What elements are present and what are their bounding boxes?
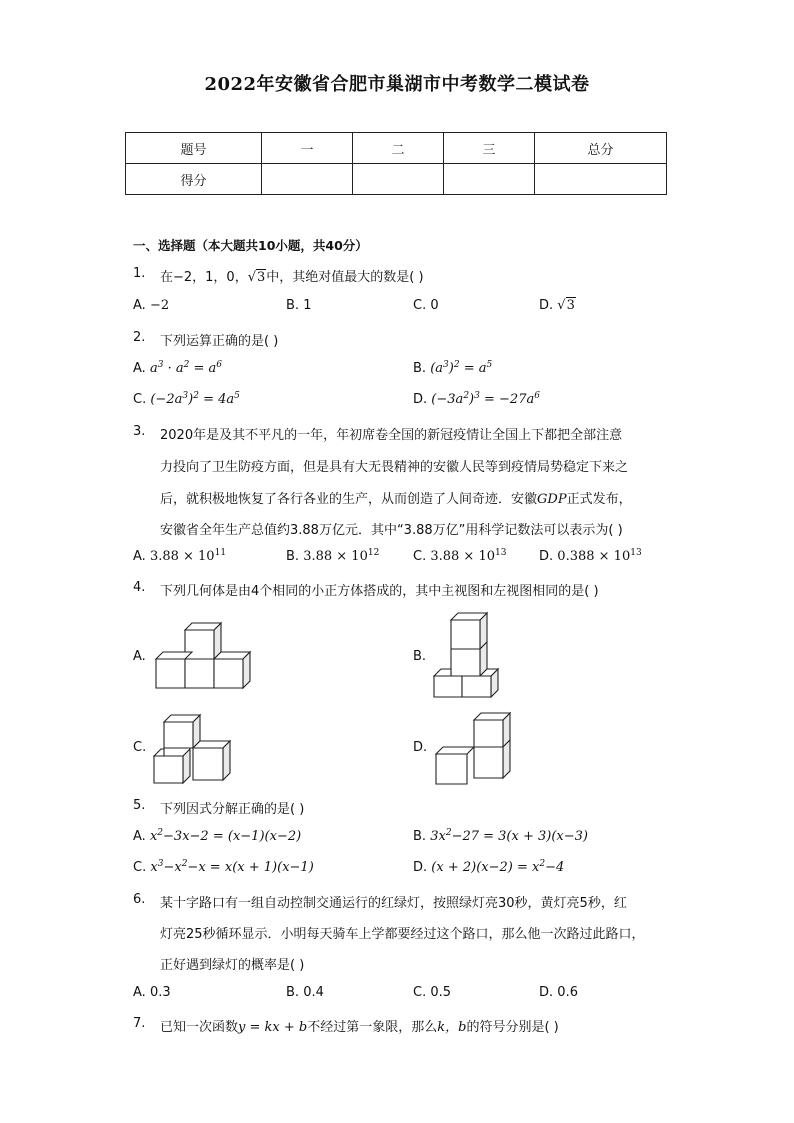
cube-face [183,749,190,783]
option-d[interactable] [539,549,642,564]
option-a[interactable] [133,361,222,376]
option-b-cube-figure[interactable] [430,606,510,702]
question-text: 下列几何体是由4个相同的小正方体搭成的，其中主视图和左视图相同的是( ) [160,584,599,599]
score-table-score-row [126,164,667,195]
radicand: 3 [257,270,266,285]
option-d[interactable] [413,392,540,407]
option-value: 3.88 × 10 [430,549,496,564]
option-c-cube-figure[interactable] [150,710,240,788]
cube-face [185,659,214,688]
cube-face [156,652,192,659]
score-cell[interactable] [262,164,353,195]
option-b[interactable] [286,549,379,564]
cube-face [156,659,185,688]
cube-face [243,652,250,688]
option-value: −2 [149,298,170,313]
option-a[interactable] [133,985,171,1000]
option-formula: $(-2a^3)^2 = 4a^5$ [150,391,240,407]
row-label: 得分 [126,164,262,195]
option-formula: $(x + 2)(x-2) = x^2-4$ [431,859,565,875]
option-value: 1 [303,298,312,313]
sqrt-3: √3 [247,270,266,285]
option-value: 3.88 × 10 [149,549,215,564]
option-label: A. [133,361,146,376]
option-label: A. [133,829,146,844]
score-cell[interactable] [444,164,535,195]
option-value: 0.6 [557,985,578,1000]
option-d[interactable] [539,985,578,1000]
option-b-label[interactable]: B. [413,649,427,664]
section-heading: 一、选择题（本大题共10小题，共40分） [133,238,368,253]
gdp-term: GDP [537,492,567,507]
cube-face [223,741,230,780]
header-cell: 总分 [535,133,667,164]
cube-face [214,659,243,688]
exponent: 12 [367,548,380,558]
question-number: 1. [133,266,146,281]
cube-face [434,676,462,697]
cube-face [154,756,183,783]
option-b[interactable] [286,985,324,1000]
cube-face [474,720,503,747]
exam-title: 2022年安徽省合肥市巢湖市中考数学二模试卷 [204,74,590,95]
option-a[interactable] [133,829,301,844]
option-a-label[interactable]: A. [133,649,146,664]
option-label: B. [413,829,427,844]
option-d-label[interactable]: D. [413,740,428,755]
option-label: A. [133,298,146,313]
option-value: 0.4 [303,985,324,1000]
cube-face [436,747,474,754]
cube-face [154,749,164,756]
option-label: B. [286,298,300,313]
option-formula: $a^3 \cdot a^2 = a^6$ [149,360,222,376]
question-number: 6. [133,892,146,907]
header-cell: 二 [353,133,444,164]
option-value: 0.3 [149,985,171,1000]
score-table [125,132,667,195]
option-label: C. [133,860,147,875]
cube-face [434,669,451,676]
option-formula: $(a^3)^2 = a^5$ [430,360,493,376]
option-d[interactable] [539,298,576,313]
cube-face [185,623,221,630]
header-cell: 一 [262,133,353,164]
cube-face [462,676,491,697]
option-c[interactable] [133,860,314,875]
question-number: 7. [133,1016,146,1031]
option-value: 3.88 × 10 [303,549,368,564]
cube-face [451,649,480,676]
option-b[interactable] [413,361,492,376]
option-c-label[interactable]: C. [133,740,147,755]
option-label: B. [413,361,427,376]
question-text-part: 正式发布， [566,492,632,507]
question-text-part: 已知一次函数 [160,1020,239,1035]
score-cell[interactable] [535,164,667,195]
question-text-line: 正好遇到绿灯的概率是( ) [160,958,305,973]
option-formula: $3x^2-27 = 3(x + 3)(x-3)$ [430,828,589,844]
option-a[interactable] [133,549,226,564]
question-number: 2. [133,330,146,345]
header-cell: 三 [444,133,535,164]
option-value: 0.5 [430,985,452,1000]
cube-face [164,722,193,748]
score-cell[interactable] [353,164,444,195]
cube-face [164,715,200,722]
question-text-part: 中，其绝对值最大的数是( ) [266,270,424,285]
exponent: 11 [214,548,227,558]
question-text-part: 的符号分别是( ) [466,1020,559,1035]
option-b[interactable] [286,298,311,313]
option-formula: $x^3-x^2-x = x(x + 1)(x-1)$ [150,859,314,875]
cube-face [503,740,510,778]
cube-face [193,748,223,780]
question-text: 下列因式分解正确的是( ) [160,802,305,817]
option-label: C. [133,392,147,407]
cube-face [436,754,467,784]
option-formula: $x^2-3x-2 = (x-1)(x-2)$ [149,828,302,844]
option-label: C. [413,985,427,1000]
option-label: D. [413,860,428,875]
option-label: C. [413,298,427,313]
radicand: 3 [566,298,575,313]
question-text-part: 后，就积极地恢复了各行各业的生产，从而创造了人间奇迹．安徽 [160,492,538,507]
option-label: D. [539,985,554,1000]
question-text-part: 在−2，1，0， [160,270,248,285]
option-label: A. [133,549,146,564]
sqrt-3: √3 [557,298,575,313]
option-label: C. [413,549,427,564]
cube-face [474,713,510,720]
question-number: 5. [133,798,146,813]
option-label: D. [539,549,554,564]
question-text-line: 力投向了卫生防疫方面，但是具有大无畏精神的安徽人民等到疫情局势稳定下来之 [160,460,629,475]
exponent: 13 [630,548,642,558]
option-value: 0.388 × 10 [557,549,631,564]
question-number: 4. [133,580,146,595]
question-text [160,266,424,285]
option-c[interactable] [413,985,451,1000]
option-b[interactable] [413,829,588,844]
cube-face [451,620,480,649]
cube-face [474,747,503,778]
option-a[interactable] [133,298,169,313]
option-formula: $(-3a^2)^3 = -27a^6$ [431,391,540,407]
question-text-line [160,488,632,507]
score-table-header-row [126,133,667,164]
question-text-line: 安徽省全年生产总值约3.88万亿元．其中“3.88万亿”用科学记数法可以表示为( ) [160,523,623,538]
option-label: D. [413,392,428,407]
option-label: A. [133,985,146,1000]
option-a-cube-figure[interactable] [150,618,260,692]
option-c[interactable] [413,549,506,564]
linear-function-formula: y = kx + b [238,1020,308,1035]
option-d-cube-figure[interactable] [430,708,520,790]
question-text-line: 某十字路口有一组自动控制交通运行的红绿灯，按照绿灯亮30秒，黄灯亮5秒，红 [160,896,627,911]
question-text-part: 不经过第一象限，那么 [307,1020,438,1035]
option-c[interactable] [413,298,439,313]
option-value: 0 [430,298,439,313]
option-label: D. [539,298,554,313]
option-label: B. [286,549,300,564]
option-c[interactable] [133,392,240,407]
variables: k，b [437,1020,467,1035]
question-number: 3. [133,424,146,439]
cube-face [451,613,487,620]
question-text [160,1016,559,1035]
question-text: 下列运算正确的是( ) [160,334,279,349]
exponent: 13 [495,548,507,558]
option-d[interactable] [413,860,564,875]
option-label: B. [286,985,300,1000]
question-text-line: 灯亮25秒循环显示．小明每天骑车上学都要经过这个路口，那么他一次路过此路口， [160,927,645,942]
header-cell: 题号 [126,133,262,164]
question-text-line: 2020年是及其不平凡的一年，年初席卷全国的新冠疫情让全国上下都把全部注意 [160,428,623,443]
